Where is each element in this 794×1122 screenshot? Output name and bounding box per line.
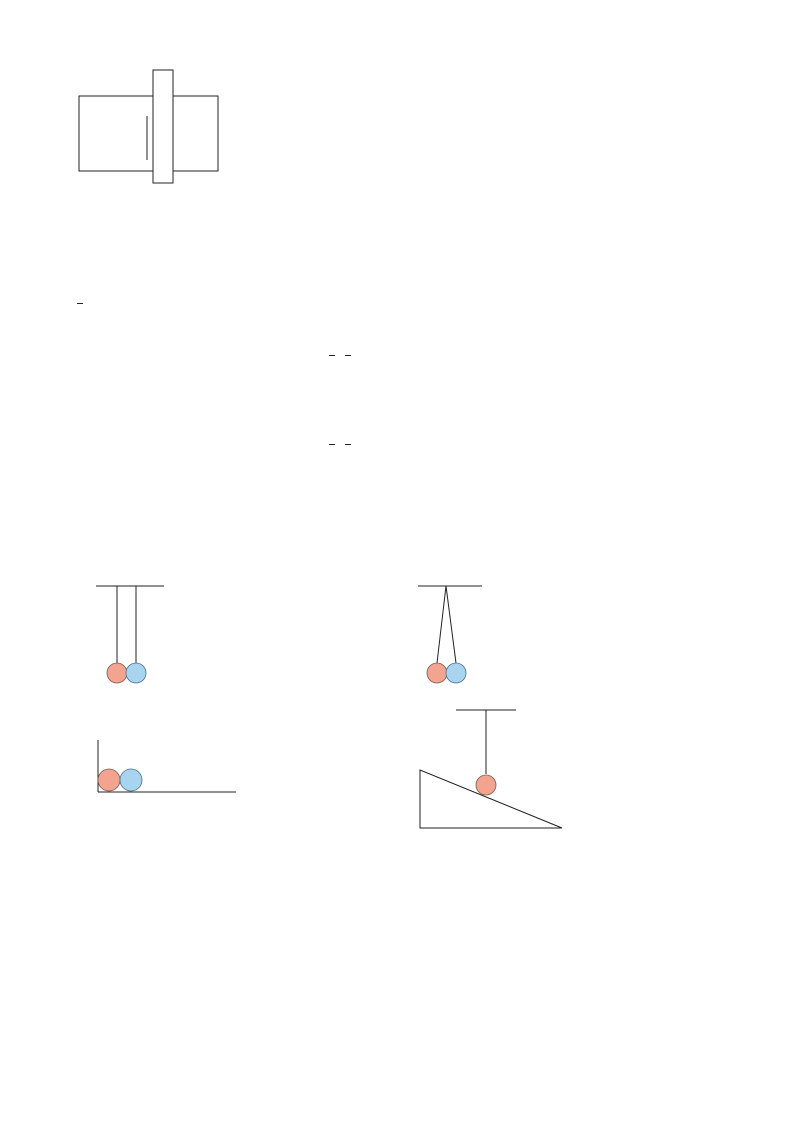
figure-c-corner: [86, 734, 240, 800]
q2-detail-line-2: [74, 390, 83, 410]
ball-a: [427, 663, 447, 683]
figure-b-converging-strings: [410, 574, 490, 688]
q2-detail-line-1: [74, 288, 86, 318]
figure-a-parallel-strings: [90, 574, 170, 688]
ruler-figure: [70, 64, 230, 188]
ball-a: [98, 769, 120, 791]
equation-height: [326, 422, 354, 466]
ball-b: [126, 663, 146, 683]
ball-b: [120, 769, 142, 791]
figure-d-incline: [412, 698, 568, 832]
ball-a: [107, 663, 127, 683]
exposure-fraction: [77, 303, 83, 304]
ball-a: [476, 775, 496, 795]
equation-velocity: [326, 333, 354, 377]
ball-b: [446, 663, 466, 683]
